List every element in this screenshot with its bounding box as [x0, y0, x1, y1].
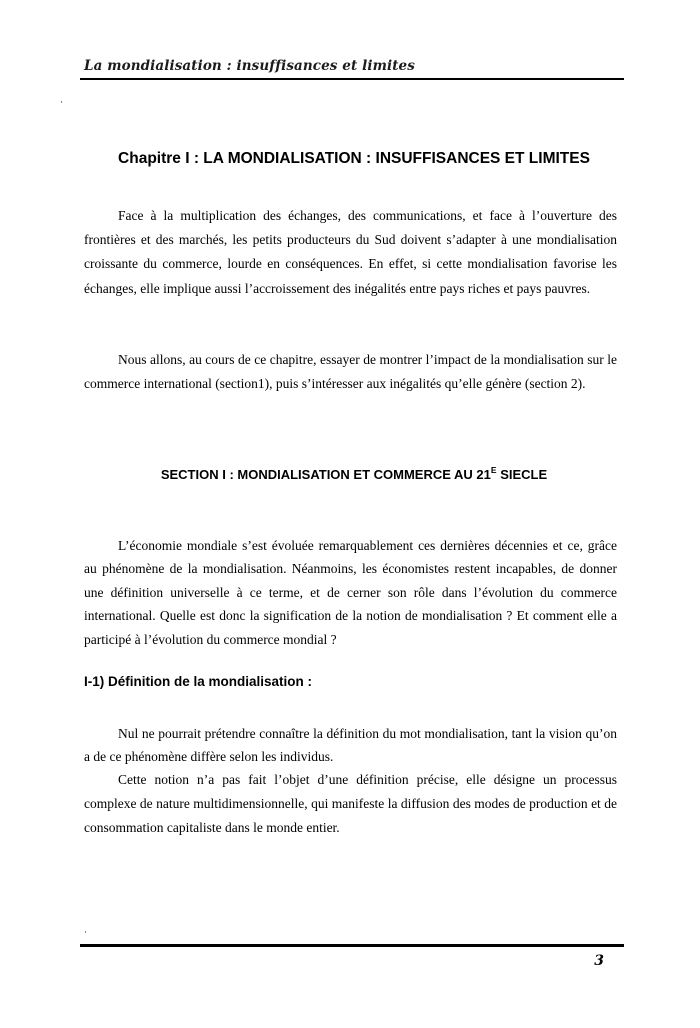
footer-rule: [80, 944, 624, 947]
subsection-paragraph-1: Nul ne pourrait prétendre connaître la définition du mot mondialisation, tant la vision qu’on a de ce phénomène diffère selon les individus.: [84, 726, 617, 765]
intro-paragraph-1: Face à la multiplication des échanges, des communications, et face à l’ouverture des frontières et des marchés, les petits producteurs du Sud doivent s’adapter à une mondialisation croissante du commerce, lourde en conséquences. En effet, si cette mondialisation favorise les échanges, elle implique aussi l’accroissement des inégalités entre pays riches et pays pauvres.: [84, 208, 617, 296]
margin-mark: ·: [84, 927, 87, 937]
header-rule: [80, 78, 624, 80]
section-title: [84, 465, 624, 482]
section-title-superscript: E: [490, 465, 497, 475]
running-header: La mondialisation : insuffisances et limites: [84, 58, 415, 74]
section-paragraph: L’économie mondiale s’est évoluée remarquablement ces dernières décennies et ce, grâce au phénomène de la mondialisation. Néanmoins, les économistes restent incapables, de donner une définition universelle à ce terme, et de cerner son rôle dans l’évolution du commerce international. Quelle est donc la signification de la notion de mondialisation ? Et comment elle a participé à l’évolution du commerce mondial ?: [84, 538, 617, 647]
chapter-title: Chapitre I : LA MONDIALISATION : INSUFFISANCES ET LIMITES: [118, 150, 590, 167]
subsection-title: I-1) Définition de la mondialisation :: [84, 674, 313, 689]
page-number: 3: [594, 953, 604, 969]
intro-paragraph-2: Nous allons, au cours de ce chapitre, essayer de montrer l’impact de la mondialisation sur le commerce international (section1), puis s’intéresser aux inégalités qu’elle génère (section 2).: [84, 352, 617, 392]
section-title-main: SECTION I : MONDIALISATION ET COMMERCE AU 21: [160, 467, 491, 482]
subsection-paragraph-2: Cette notion n’a pas fait l’objet d’une définition précise, elle désigne un processus complexe de nature multidimensionnelle, qui manifeste la diffusion des modes de production et de consommation capitaliste dans le monde entier.: [84, 772, 617, 836]
section-title-end: SIECLE: [496, 467, 548, 482]
margin-mark: ·: [60, 97, 63, 107]
